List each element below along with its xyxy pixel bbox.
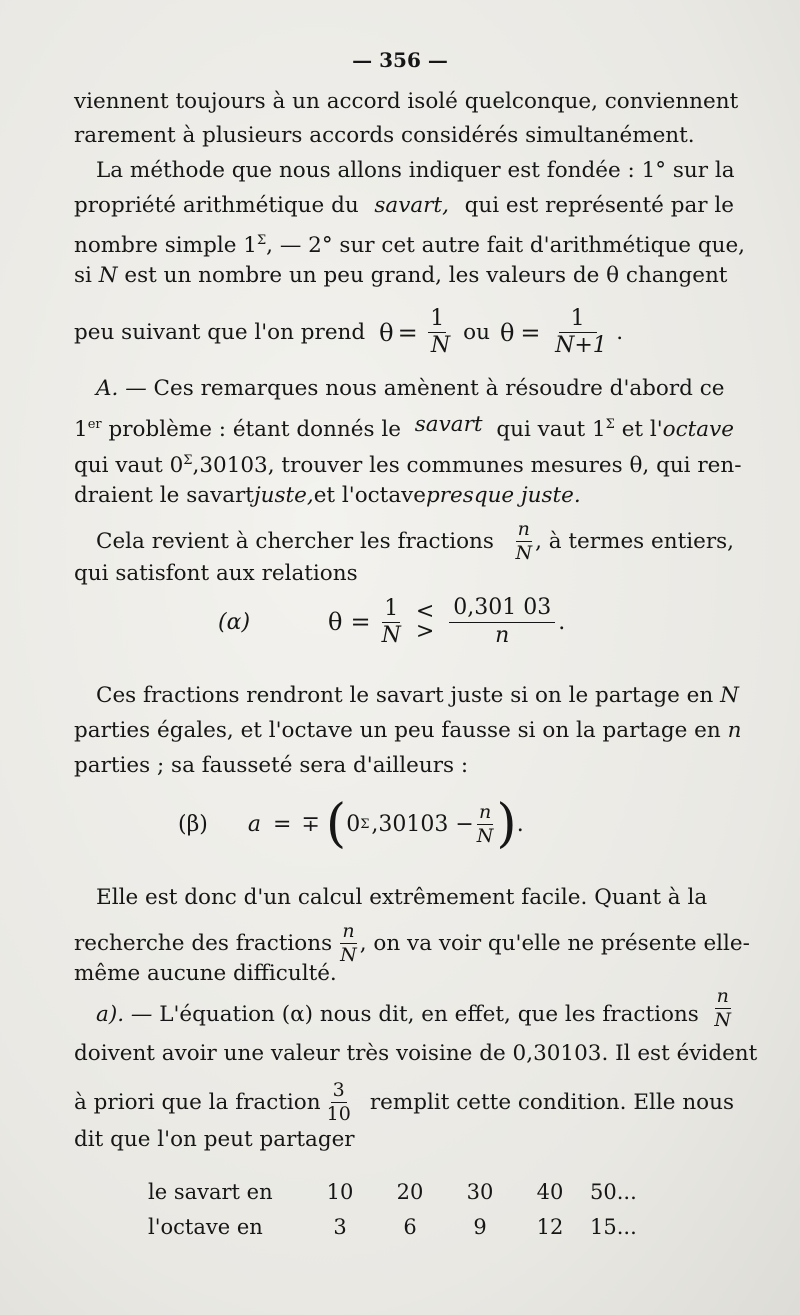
line-text: à priori que la fraction (74, 1089, 321, 1115)
equation-label-beta: (β) (178, 811, 208, 837)
line-text: et l'octave (313, 483, 427, 508)
minus-plus-sign: ∓ (301, 811, 320, 837)
fraction-value-over-n (449, 597, 555, 647)
row-label: le savart en (148, 1180, 273, 1204)
line-text: si (74, 263, 92, 288)
text-line-5 (74, 226, 746, 261)
sigma-superscript: Σ (605, 417, 615, 432)
row-label: l'octave en (148, 1215, 263, 1239)
conjunction: ou (463, 319, 490, 345)
denominator: N (381, 622, 401, 648)
section-label-A: A. — (96, 376, 147, 401)
fraction-1-over-N (381, 595, 401, 648)
denominator: N (714, 1008, 731, 1031)
text-line-3 (96, 156, 734, 186)
line-text: parties égales, et l'octave un peu fausse si on la partage en (74, 718, 721, 743)
line-text: nombre simple 1 (74, 233, 257, 259)
right-parenthesis: ) (496, 794, 517, 854)
denominator: N (430, 333, 451, 358)
line-text: et l' (621, 417, 663, 443)
table-cell: 50... (590, 1180, 637, 1204)
text-line-6 (74, 261, 734, 291)
denominator: N (476, 824, 494, 847)
fraction-1-over-N (424, 308, 450, 357)
variable-N: N (720, 683, 739, 708)
expression-text: 0 (346, 811, 361, 837)
numerator: 1 (559, 308, 597, 333)
table-cell: 40 (536, 1180, 564, 1204)
line-text: viennent toujours à un accord isolé quelconque, conviennent (74, 89, 739, 114)
numerator: 0,301 03 (449, 597, 555, 623)
text-line-7 (74, 308, 734, 357)
theta-symbol: θ (379, 318, 394, 347)
table-cell: 20 (396, 1180, 424, 1204)
text-line-8 (96, 374, 734, 404)
line-text: Ces fractions rendront le savart juste si on le partage en (96, 683, 714, 708)
equation-beta (178, 794, 524, 854)
line-text: Elle est donc d'un calcul extrêmement facile. Quant à la (96, 885, 708, 910)
period: . (616, 319, 624, 345)
line-text: rarement à plusieurs accords considérés simultanément. (74, 123, 695, 148)
fraction-n-over-N (476, 800, 494, 847)
numerator: 3 (332, 1079, 345, 1101)
text-line-2 (74, 121, 734, 151)
text-line-11 (74, 481, 734, 511)
text-line-12 (96, 520, 734, 563)
text-line-17 (96, 883, 734, 913)
text-line-9 (74, 410, 734, 445)
emphasis: presque juste. (426, 483, 581, 508)
denominator: N (515, 542, 533, 564)
line-text: qui vaut 1 (496, 417, 606, 443)
table-cell: 15... (590, 1215, 637, 1239)
relation-signs (415, 599, 435, 644)
line-text: propriété arithmétique du (74, 193, 359, 218)
text-line-1 (74, 87, 739, 117)
denominator: N (340, 944, 357, 966)
savart-term: savart (414, 412, 483, 437)
table-cell: 10 (326, 1180, 354, 1204)
numerator: 1 (384, 595, 399, 621)
line-text: L'équation (α) nous dit, en effet, que les fractions (159, 1002, 699, 1027)
table-cell: 12 (536, 1215, 564, 1239)
sigma-superscript: Σ (360, 816, 370, 832)
fraction-1-over-N-plus-1 (549, 308, 607, 357)
text-line-22 (74, 1081, 734, 1124)
theta-symbol: θ (499, 318, 515, 347)
fraction-3-over-10 (327, 1081, 351, 1124)
less-than: < (415, 599, 435, 625)
theta-symbol: θ (328, 608, 343, 636)
line-text: qui vaut 0 (74, 453, 184, 479)
numerator: n (478, 800, 492, 823)
numerator: 1 (430, 306, 445, 331)
emphasis: juste, (253, 483, 314, 508)
equals-sign: = (520, 318, 541, 347)
line-text: remplit cette condition. Elle nous (369, 1089, 734, 1115)
equals-sign: = (273, 811, 292, 837)
table-cell: 3 (333, 1215, 347, 1239)
variable-n: n (727, 718, 742, 743)
line-text: , à termes entiers, (535, 528, 734, 554)
line-text: draient le savart (74, 483, 254, 508)
line-text: qui est représenté par le (464, 193, 734, 218)
text-line-15 (74, 716, 742, 746)
text-line-21 (74, 1039, 758, 1069)
section-label-a: a). — (96, 1002, 153, 1027)
text-line-4 (74, 191, 734, 221)
denominator: n (495, 623, 510, 648)
period: . (516, 811, 524, 837)
ordinal-superscript: er (87, 417, 102, 432)
numerator: n (716, 984, 729, 1007)
variable-N: N (98, 263, 118, 288)
text-line-19 (74, 959, 734, 989)
table-cell: 9 (473, 1215, 487, 1239)
line-text: dit que l'on peut partager (74, 1127, 355, 1152)
text-line-20 (96, 984, 734, 1031)
line-text: Ces remarques nous amènent à résoudre d'abord ce (153, 376, 725, 401)
line-text: parties ; sa fausseté sera d'ailleurs : (74, 753, 469, 778)
period: . (558, 609, 566, 635)
fraction-n-over-N (714, 984, 731, 1031)
line-text: recherche des fractions (74, 930, 333, 956)
table-cell: 30 (466, 1180, 494, 1204)
fraction-n-over-N (515, 520, 532, 563)
equation-label-alpha: (α) (218, 609, 251, 635)
text-line-14 (96, 681, 739, 711)
variable-a: a (247, 811, 262, 837)
page-number: — 356 — (352, 48, 448, 72)
text-line-10 (74, 446, 742, 481)
numerator: n (342, 920, 355, 942)
equation-alpha (218, 597, 565, 647)
octave-term: octave (662, 417, 734, 443)
table-cell: 6 (403, 1215, 417, 1239)
text-line-23 (74, 1125, 734, 1155)
line-text: 1 (74, 417, 88, 443)
sigma-superscript: Σ (256, 233, 267, 248)
sigma-superscript: Σ (183, 453, 193, 468)
line-text: Cela revient à chercher les fractions (96, 528, 494, 554)
left-parenthesis: ( (325, 794, 347, 854)
greater-than: > (415, 619, 435, 644)
line-text: est un nombre un peu grand, les valeurs de θ changent (124, 263, 728, 288)
line-text: , — 2° sur cet autre fait d'arithmétique que, (266, 233, 746, 259)
text-line-13 (74, 559, 734, 589)
denominator: 10 (326, 1103, 351, 1125)
denominator: N+1 (555, 333, 607, 358)
line-text: peu suivant que l'on prend (74, 319, 366, 345)
equals-sign: = (397, 318, 418, 347)
text-line-16 (74, 751, 734, 781)
equals-sign: = (350, 608, 371, 636)
expression-text: ,30103 − (371, 811, 474, 837)
line-text: qui satisfont aux relations (74, 561, 358, 586)
line-text: doivent avoir une valeur très voisine de 0,30103. Il est évident (74, 1041, 758, 1066)
line-text: , on va voir qu'elle ne présente elle- (359, 930, 750, 956)
line-text: ,30103, trouver les communes mesures θ, qui ren- (192, 453, 742, 479)
savart-term: savart, (374, 193, 449, 218)
line-text: même aucune difficulté. (74, 961, 337, 986)
line-text: La méthode que nous allons indiquer est fondée : 1° sur la (96, 158, 735, 183)
line-text: problème : étant donnés le (108, 417, 401, 443)
numerator: n (517, 518, 530, 540)
